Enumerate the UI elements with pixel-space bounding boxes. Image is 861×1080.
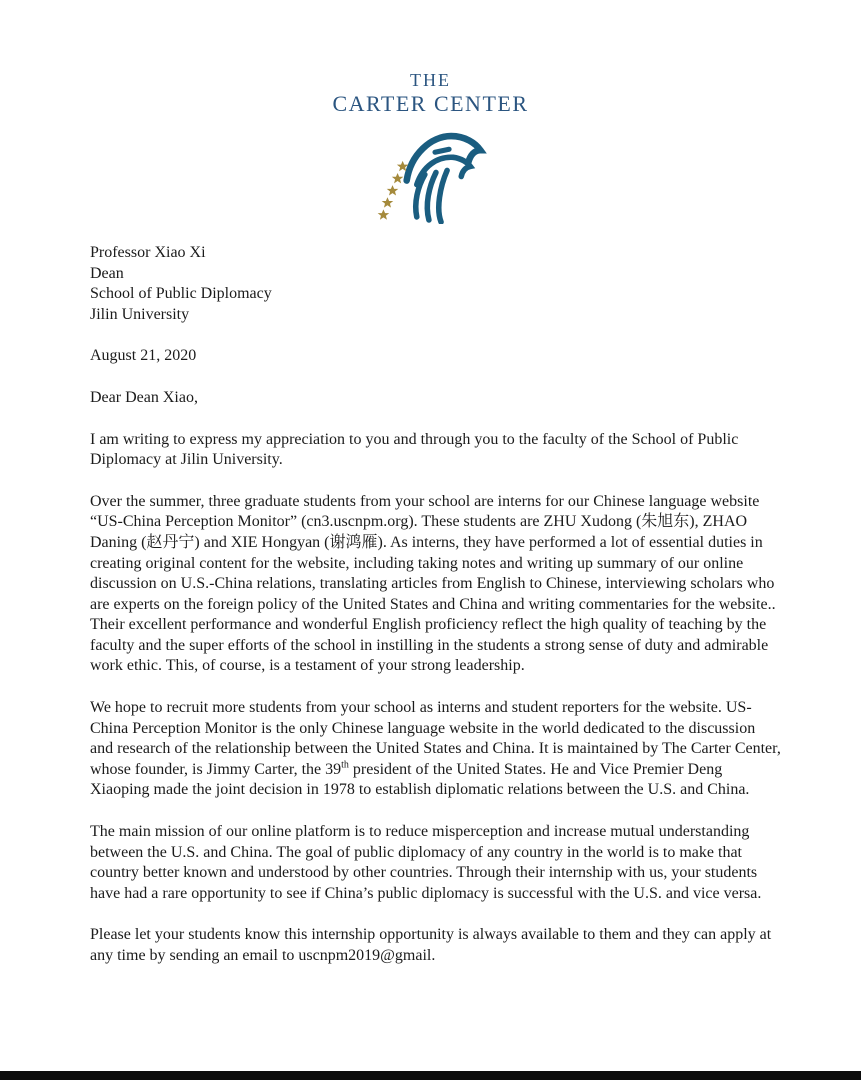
carter-center-eagle-logo-icon xyxy=(0,128,861,229)
paragraph-recruit-carter-center xyxy=(90,698,782,801)
recipient-university: Jilin University xyxy=(90,305,190,323)
letter-date: August 21, 2020 xyxy=(90,347,197,365)
paragraph-recruit-text-before: We hope to recruit more students from your school as interns and student reporters for the website. US-China Perception Monitor is the only Chinese language website in the world dedicated to the discussion and research of the relationship between the United States and China. It is maintained by The Carter Center, whose founder, is Jimmy Carter, the 39 xyxy=(90,699,781,778)
paragraph-mission: The main mission of our online platform is to reduce misperception and increase mutual understanding between the U.S. and China. The goal of public diplomacy of any country in the world is to make that country better known and understood by other countries. Through their internship with us, your students have had a rare opportunity to see if China’s public diplomacy is successful with the U.S. and vice versa. xyxy=(90,823,762,902)
ordinal-superscript: th xyxy=(341,759,349,771)
wordmark-line-the: THE xyxy=(410,70,451,90)
carter-center-wordmark xyxy=(0,70,861,116)
recipient-school: School of Public Diplomacy xyxy=(90,285,272,303)
logo-stars xyxy=(377,161,408,220)
wordmark-line-carter-center: CARTER CENTER xyxy=(332,90,529,116)
recipient-title: Dean xyxy=(90,264,124,282)
letter-content xyxy=(90,243,782,967)
recipient-address-block xyxy=(90,243,782,325)
letterhead xyxy=(0,0,861,229)
paragraph-interns-work: Over the summer, three graduate students from your school are interns for our Chinese language website “US-China Perception Monitor” (cn3.uscnpm.org). These students are ZHU Xudong (朱旭东), ZHAO Daning (赵丹宁) and XIE Hongyan (谢鸿雁). As interns, they have performed a lot of essential duties in creating original content for the website, including taking notes and writing up summary of our online discussion on U.S.-China relations, translating articles from English to Chinese, interviewing scholars who are experts on the foreign policy of the United States and China and writing commentaries for the website.. Their excellent performance and wonderful English proficiency reflect the high quality of teaching by the faculty and the super efforts of the school in instilling in the students a strong sense of duty and admirable work ethic. This, of course, is a testament of your strong leadership. xyxy=(90,492,776,675)
paragraph-apply-email: Please let your students know this internship opportunity is always available to them and they can apply at any time by sending an email to uscnpm2019@gmail. xyxy=(90,926,772,965)
paragraph-appreciation: I am writing to express my appreciation to you and through you to the faculty of the School of Public Diplomacy at Jilin University. xyxy=(90,430,739,469)
scan-edge-bar xyxy=(0,1071,861,1080)
salutation: Dear Dean Xiao, xyxy=(90,388,198,406)
recipient-name: Professor Xiao Xi xyxy=(90,243,206,261)
paragraph-recruit-text-after: president of the United States. He and Vice Premier Deng Xiaoping made the joint decision in 1978 to establish diplomatic relations between the U.S. and China. xyxy=(90,760,750,799)
